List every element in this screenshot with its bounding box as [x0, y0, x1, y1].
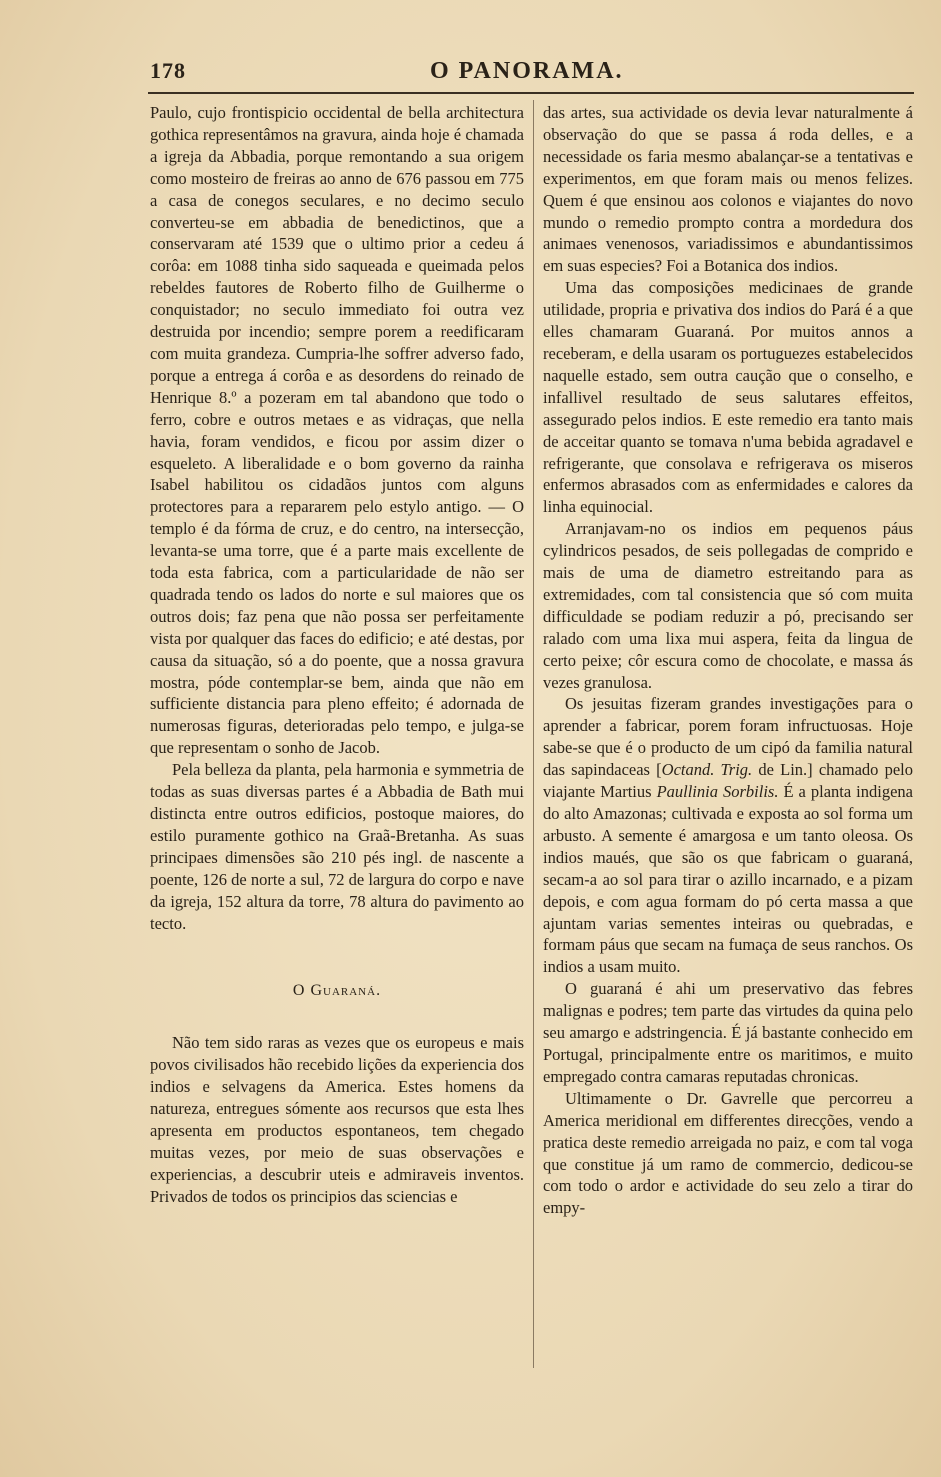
paullinia-sorbilis-name: Paullinia Sorbilis. [656, 782, 779, 802]
page-header [150, 58, 910, 92]
paragraph-4-text-a: Os jesuitas fizeram grandes investigações para o aprender a fabricar, porem foram infructuosas. Hoje sabe-se que é o producto de um cipó da familia natural das sapindaceas [ [543, 694, 913, 780]
bath-abbey-paragraph-2: Pela belleza da planta, pela harmonia e symmetria de todas as suas diversas partes é a Abbadia de Bath mui distincta entre outros edificios, postoque maiores, do estilo puramente gothico na Graã-Bretanha. As suas principaes dimensões são 210 pés ingl. de nascente a poente, 126 de norte a sul, 72 de largura do corpo e nave da igreja, 152 altura da torre, 78 altura do pavimento ao tecto. [150, 760, 524, 933]
header-rule [148, 92, 914, 94]
running-title: O PANORAMA. [430, 58, 624, 84]
column-divider [533, 100, 534, 1368]
guarana-paragraph-4 [543, 693, 913, 978]
section-title-guarana: O Guaraná. [292, 982, 382, 1000]
guarana-paragraph-2: Uma das composições medicinaes de grande utilidade, propria e privativa dos indios do Pará é a que elles chamaram Guaraná. Por muitos annos a receberam, e della usaram os portuguezes estabelecidos naquelle estado, sem outra caução que o conselho, e infallivel resultado de seus salutares effeitos, assegurado pelos indios. E este remedio era tanto mais de acceitar quanto se tomava n'uma bebida agradavel e refrigerante, que consolava e refrigerava os miseros enfermos abrasados com as enfermidades e calores da linha equinocial. [543, 278, 913, 517]
left-column [150, 102, 524, 1208]
paragraph-4-text-b: de Lin.] chamado pelo viajante Martius [543, 760, 913, 802]
guarana-paragraph-6: Ultimamente o Dr. Gavrelle que percorreu a America meridional em differentes direcções, vendo a pratica deste remedio arreigada no paiz, e com tal voga que constitue já um ramo de commercio, dedicou-se com todo o ardor e actividade do seu zelo a tirar do empy- [543, 1088, 913, 1218]
right-column [543, 102, 913, 1219]
guarana-paragraph-3: Arranjavam-no os indios em pequenos páus cylindricos pesados, de seis pollegadas de comprido e mais de uma de diametro estreitando para as extremidades, com tal consistencia que só com muita difficuldade se podiam reduzir a pó, precisando ser ralado com uma lixa mui aspera, feita da lingua de certo peixe; côr escura como de chocolate, e massa ás vezes granulosa. [543, 519, 913, 692]
guarana-intro-paragraph: Não tem sido raras as vezes que os europeus e mais povos civilisados hão recebido lições da experiencia dos indios e selvagens da America. Estes homens da natureza, entregues sómente aos recursos que esta lhes apresenta em productos espontaneos, tem chegado muitas vezes, por meio de suas observações e experiencias, a descubrir uteis e admiraveis inventos. Privados de todos os principios das sciencias e [150, 1033, 524, 1206]
octand-trig-reference: Octand. Trig. [661, 760, 753, 780]
page-number: 178 [150, 58, 186, 83]
guarana-paragraph-1: das artes, sua actividade os devia levar naturalmente á observação do que se passa á roda delles, e a necessidade os faria mesmo abalançar-se a tentativas e experimentos, em que foram mais ou menos felizes. Quem é que ensinou aos colonos e viajantes do novo mundo o remedio prompto contra a mordedura dos animaes venenosos, variadissimos e abundantissimos em suas especies? Foi a Botanica dos indios. [543, 103, 913, 276]
guarana-paragraph-5: O guaraná é ahi um preservativo das febres malignas e podres; tem parte das virtudes da quina pelo seu amargo e adstringencia. É já bastante conhecido em Portugal, principalmente entre os maritimos, e muito empregado contra camaras reputadas chronicas. [543, 979, 913, 1086]
paragraph-4-text-c: É a planta indigena do alto Amazonas; cultivada e exposta ao sol forma um arbusto. A semente é amargosa e um tanto oleosa. Os indios maués, que são os que fabricam o guaraná, secam-a ao sol para tirar o azillo incarnado, e a pizam depois, e com agua formam do pó certa massa a que ajuntam varias sementes inteiras ou quebradas, e formam páus que secam na fumaça de seus ranchos. Os indios a usam muito. [543, 782, 913, 977]
bath-abbey-paragraph-1: Paulo, cujo frontispicio occidental de bella architectura gothica representâmos na gravura, ainda hoje é chamada a igreja da Abbadia, porque remontando a sua origem como mosteiro de freiras ao anno de 676 passou em 775 a casa de conegos seculares, e no decimo seculo converteu-se em abbadia de benedictinos, que a conservaram até 1539 que o ultimo prior a cedeu á corôa: em 1088 tinha sido saqueada e queimada pelos rebeldes fautores de Roberto filho de Guilherme o conquistador; no seculo immediato foi outra vez destruida por incendio; sempre porem a reedificaram com muita grandeza. Cumpria-lhe soffrer adverso fado, porque a entrega á corôa e as desordens do reinado de Henrique 8.º a pozeram em tal abandono que todo o ferro, cobre e outros metaes e as vidraças, que nella havia, foram vendidos, e ficou por assim dizer o esqueleto. A liberalidade e o bom governo da rainha Isabel habilitou os cidadãos juntos com alguns protectores para a repararem pelo estylo antigo. — O templo é da fórma de cruz, e do centro, na intersecção, levanta-se uma torre, que é a parte mais excellente de toda esta fabrica, com a particularidade de não ser quadrada tendo os lados do norte e sul maiores que os outros dois; faz pena que não possa ser perfeitamente vista por qualquer das faces do edificio; e até destas, por causa da situação, só a do poente, que a nossa gravura mostra, póde contemplar-se bem, ainda que não em sufficiente distancia para pleno effeito; é adornada de numerosas figuras, deterioradas pelo tempo, e julga-se que representam o sonho de Jacob. [150, 103, 524, 758]
